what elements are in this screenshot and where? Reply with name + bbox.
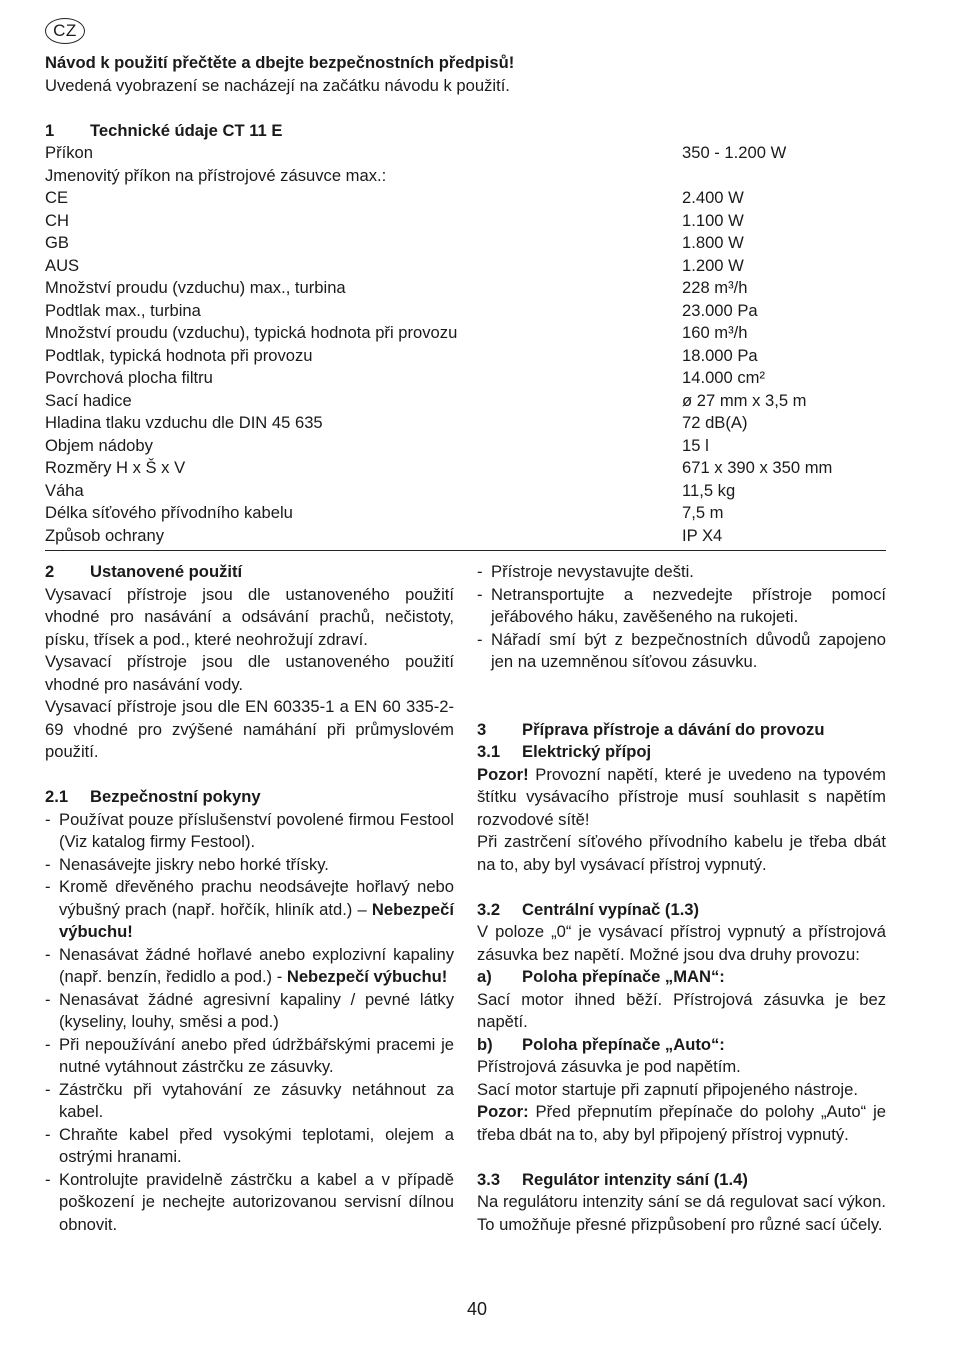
bullet-dash: - bbox=[45, 944, 51, 964]
spec-label: Podtlak, typická hodnota při provozu bbox=[45, 345, 313, 365]
bullet-dash: - bbox=[45, 854, 51, 874]
spec-label: Váha bbox=[45, 480, 84, 500]
spec-value: ø 27 mm x 3,5 m bbox=[682, 390, 807, 410]
spec-value: 160 m³/h bbox=[682, 323, 748, 342]
safety-item bbox=[477, 629, 886, 674]
spec-row bbox=[45, 502, 886, 525]
spec-value: 350 - 1.200 W bbox=[682, 143, 787, 162]
safety-item-text: Nenasávat žádné agresivní kapaliny / pevné látky (kyseliny, louhy, směsi a pod.) bbox=[59, 989, 454, 1031]
section-1-number: 1 bbox=[45, 121, 55, 140]
spec-label: Délka síťového přívodního kabelu bbox=[45, 503, 293, 522]
section-2-1-heading bbox=[45, 786, 454, 809]
mode-a-heading bbox=[477, 966, 886, 989]
spec-row bbox=[45, 345, 886, 368]
safety-item bbox=[45, 1124, 454, 1169]
bullet-dash: - bbox=[45, 989, 51, 1009]
bullet-dash: - bbox=[45, 809, 51, 829]
safety-warning: Návod k použití přečtěte a dbejte bezpečnostních předpisů! bbox=[45, 53, 515, 72]
section-1-heading bbox=[45, 120, 282, 143]
mode-b-text: Před přepnutím přepínače do polohy „Auto“ je třeba dbát na to, aby byl připojený přístroj vypnutý. bbox=[477, 1102, 886, 1144]
mode-b-para-2: Sací motor startuje při zapnutí připojeného nástroje. bbox=[477, 1079, 858, 1099]
spec-value: 15 l bbox=[682, 435, 709, 455]
safety-item bbox=[45, 1079, 454, 1124]
section-1-title: Technické údaje CT 11 E bbox=[90, 121, 283, 140]
safety-item-text: Kontrolujte pravidelně zástrčku a kabel a v případě poškození je nechejte autorizovanou servisní dílnou obnovit. bbox=[59, 1169, 454, 1234]
spec-label: CH bbox=[45, 210, 69, 230]
spec-value: 11,5 kg bbox=[682, 480, 736, 500]
section-3-heading bbox=[477, 719, 886, 742]
section-3-title: Příprava přístroje a dávání do provozu bbox=[522, 719, 825, 739]
mode-a-number: a) bbox=[477, 967, 492, 986]
section-3-3-heading bbox=[477, 1169, 886, 1192]
caution-label: Pozor! bbox=[477, 764, 529, 784]
spec-row bbox=[45, 142, 886, 165]
spec-row bbox=[45, 277, 886, 300]
spec-label: GB bbox=[45, 233, 69, 252]
section-3-2-heading bbox=[477, 899, 886, 922]
mode-b-heading bbox=[477, 1034, 886, 1057]
right-column bbox=[477, 561, 886, 1236]
safety-item-text: Kromě dřevěného prachu neodsávejte hořlavý nebo výbušný prach (např. hořčík, hliník atd.) – bbox=[59, 877, 454, 919]
safety-item bbox=[45, 1034, 454, 1079]
bullet-dash: - bbox=[45, 877, 51, 896]
safety-item-text: Přístroje nevystavujte dešti. bbox=[491, 562, 694, 581]
safety-item bbox=[45, 944, 454, 989]
safety-item-text: Chraňte kabel před vysokými teplotami, olejem a ostrými hranami. bbox=[59, 1124, 454, 1166]
safety-item-text: Nenasávat žádné hořlavé anebo explozivní kapaliny (např. benzín, ředidlo a pod.) - bbox=[59, 944, 454, 986]
bullet-dash: - bbox=[477, 562, 483, 581]
safety-item bbox=[45, 809, 454, 854]
spec-value: 1.800 W bbox=[682, 233, 744, 252]
danger-label: Nebezpečí výbuchu! bbox=[59, 899, 454, 941]
mode-a-title: Poloha přepínače „MAN“: bbox=[522, 967, 725, 986]
safety-item bbox=[45, 989, 454, 1034]
section-3-3-para: Na regulátoru intenzity sání se dá regulovat sací výkon. To umožňuje přesné přizpůsobení pro různé sací účely. bbox=[477, 1192, 886, 1234]
mode-b-number: b) bbox=[477, 1034, 493, 1054]
spec-row bbox=[45, 165, 886, 188]
section-2-number: 2 bbox=[45, 562, 55, 581]
safety-item-text: Při nepoužívání anebo před údržbářskými pracemi je nutné vytáhnout zástrčku ze zásuvky. bbox=[59, 1034, 454, 1076]
spec-row bbox=[45, 435, 886, 458]
spec-row bbox=[45, 525, 886, 548]
language-code: CZ bbox=[53, 21, 77, 40]
section-3-1-para-2: Při zastrčení síťového přívodního kabelu je třeba dbát na to, aby byl vysávací přístroj vypnutý. bbox=[477, 832, 886, 874]
safety-list-continued bbox=[477, 561, 886, 674]
spec-label: Množství proudu (vzduchu), typická hodnota při provozu bbox=[45, 323, 458, 342]
mode-a-para: Sací motor ihned běží. Přístrojová zásuvka je bez napětí. bbox=[477, 989, 886, 1031]
spec-row bbox=[45, 412, 886, 435]
spec-label: Rozměry H x Š x V bbox=[45, 458, 186, 477]
divider bbox=[45, 550, 886, 551]
section-2-para-1: Vysavací přístroje jsou dle ustanoveného použití vhodné pro nasávání a odsávání prachů, nečistoty, písku, třísek a pod., které neohrožují zdraví. bbox=[45, 584, 454, 649]
section-3-1-para-1 bbox=[477, 764, 886, 832]
spec-label: Objem nádoby bbox=[45, 435, 153, 455]
safety-item-text: Nářadí smí být z bezpečnostních důvodů zapojeno jen na uzemněnou síťovou zásuvku. bbox=[491, 629, 886, 671]
spec-label: Jmenovitý příkon na přístrojové zásuvce max.: bbox=[45, 165, 387, 185]
section-3-3-number: 3.3 bbox=[477, 1169, 501, 1189]
section-3-2-para: V poloze „0“ je vysávací přístroj vypnutý a přístrojová zásuvka bez napětí. Možné jsou dva druhy provozu: bbox=[477, 922, 886, 964]
safety-item-text: Netransportujte a nezvedejte přístroje pomocí jeřábového háku, zavěšeného na rukojeti. bbox=[491, 584, 886, 626]
spec-label: CE bbox=[45, 188, 69, 207]
safety-item bbox=[45, 854, 454, 877]
spec-row bbox=[45, 300, 886, 323]
spec-value: 2.400 W bbox=[682, 188, 744, 207]
section-3-3-title: Regulátor intenzity sání (1.4) bbox=[522, 1169, 748, 1189]
danger-label: Nebezpečí výbuchu! bbox=[286, 967, 448, 986]
spec-label: Sací hadice bbox=[45, 390, 132, 410]
bullet-dash: - bbox=[45, 1079, 51, 1099]
bullet-dash: - bbox=[477, 584, 483, 604]
spec-row bbox=[45, 210, 886, 233]
spec-label: Příkon bbox=[45, 143, 93, 162]
bullet-dash: - bbox=[45, 1124, 51, 1144]
safety-item bbox=[477, 561, 886, 584]
language-badge bbox=[45, 18, 85, 44]
section-2-para-2: Vysavací přístroje jsou dle ustanoveného použití vhodné pro nasávání vody. bbox=[45, 652, 454, 694]
spec-value: 7,5 m bbox=[682, 503, 724, 522]
section-2-title: Ustanovené použití bbox=[90, 562, 243, 581]
section-3-1-heading bbox=[477, 741, 886, 764]
mode-b-para-3 bbox=[477, 1101, 886, 1146]
spec-label: Hladina tlaku vzduchu dle DIN 45 635 bbox=[45, 413, 323, 432]
spec-label: Množství proudu (vzduchu) max., turbina bbox=[45, 278, 346, 297]
spec-row bbox=[45, 322, 886, 345]
spec-label: Povrchová plocha filtru bbox=[45, 368, 213, 387]
spec-label: Podtlak max., turbina bbox=[45, 300, 201, 320]
bullet-dash: - bbox=[45, 1034, 51, 1054]
section-3-1-text: Provozní napětí, které je uvedeno na typovém štítku vysávacího přístroje musí souhlasit s napětím rozvodové sítě! bbox=[477, 764, 886, 829]
section-2-1-title: Bezpečnostní pokyny bbox=[90, 787, 261, 806]
section-2-1-number: 2.1 bbox=[45, 787, 69, 806]
mode-b-para-1: Přístrojová zásuvka je pod napětím. bbox=[477, 1057, 741, 1076]
illustration-note: Uvedená vyobrazení se nacházejí na začátku návodu k použití. bbox=[45, 76, 510, 95]
bullet-dash: - bbox=[477, 629, 483, 649]
spec-row bbox=[45, 480, 886, 503]
section-2-para-3: Vysavací přístroje jsou dle EN 60335-1 a EN 60 335-2-69 vhodné pro zvýšené namáhání při průmyslovém použití. bbox=[45, 697, 454, 761]
safety-item-text: Nenasávejte jiskry nebo horké třísky. bbox=[59, 854, 329, 874]
spec-value: IP X4 bbox=[682, 525, 723, 545]
spec-label: AUS bbox=[45, 255, 80, 275]
spec-value: 18.000 Pa bbox=[682, 345, 758, 365]
section-3-number: 3 bbox=[477, 719, 487, 739]
spec-value: 228 m³/h bbox=[682, 278, 748, 297]
spec-row bbox=[45, 232, 886, 255]
safety-item-text: Používat pouze příslušenství povolené firmou Festool (Viz katalog firmy Festool). bbox=[59, 809, 454, 851]
spec-row bbox=[45, 255, 886, 278]
section-3-2-number: 3.2 bbox=[477, 899, 501, 919]
spec-label: Způsob ochrany bbox=[45, 525, 164, 545]
section-2-heading bbox=[45, 561, 454, 584]
section-3-2-title: Centrální vypínač (1.3) bbox=[522, 899, 700, 919]
spec-value: 671 x 390 x 350 mm bbox=[682, 458, 833, 477]
spec-row bbox=[45, 187, 886, 210]
spec-value: 23.000 Pa bbox=[682, 300, 758, 320]
page-number: 40 bbox=[466, 1299, 488, 1319]
spec-value: 1.200 W bbox=[682, 255, 744, 275]
bullet-dash: - bbox=[45, 1169, 51, 1189]
safety-item bbox=[45, 1169, 454, 1237]
left-column bbox=[45, 561, 454, 1236]
spec-row bbox=[45, 457, 886, 480]
caution-label-2: Pozor: bbox=[477, 1102, 529, 1121]
spec-row bbox=[45, 390, 886, 413]
spec-value: 14.000 cm² bbox=[682, 368, 766, 387]
section-3-1-number: 3.1 bbox=[477, 742, 501, 761]
safety-item bbox=[45, 876, 454, 944]
safety-list bbox=[45, 809, 454, 1237]
spec-value: 1.100 W bbox=[682, 210, 744, 230]
section-3-1-title: Elektrický přípoj bbox=[522, 742, 652, 761]
spec-row bbox=[45, 367, 886, 390]
safety-item bbox=[477, 584, 886, 629]
safety-item-text: Zástrčku při vytahování ze zásuvky netáhnout za kabel. bbox=[59, 1079, 454, 1121]
spec-value: 72 dB(A) bbox=[682, 413, 748, 432]
mode-b-title: Poloha přepínače „Auto“: bbox=[522, 1034, 725, 1054]
